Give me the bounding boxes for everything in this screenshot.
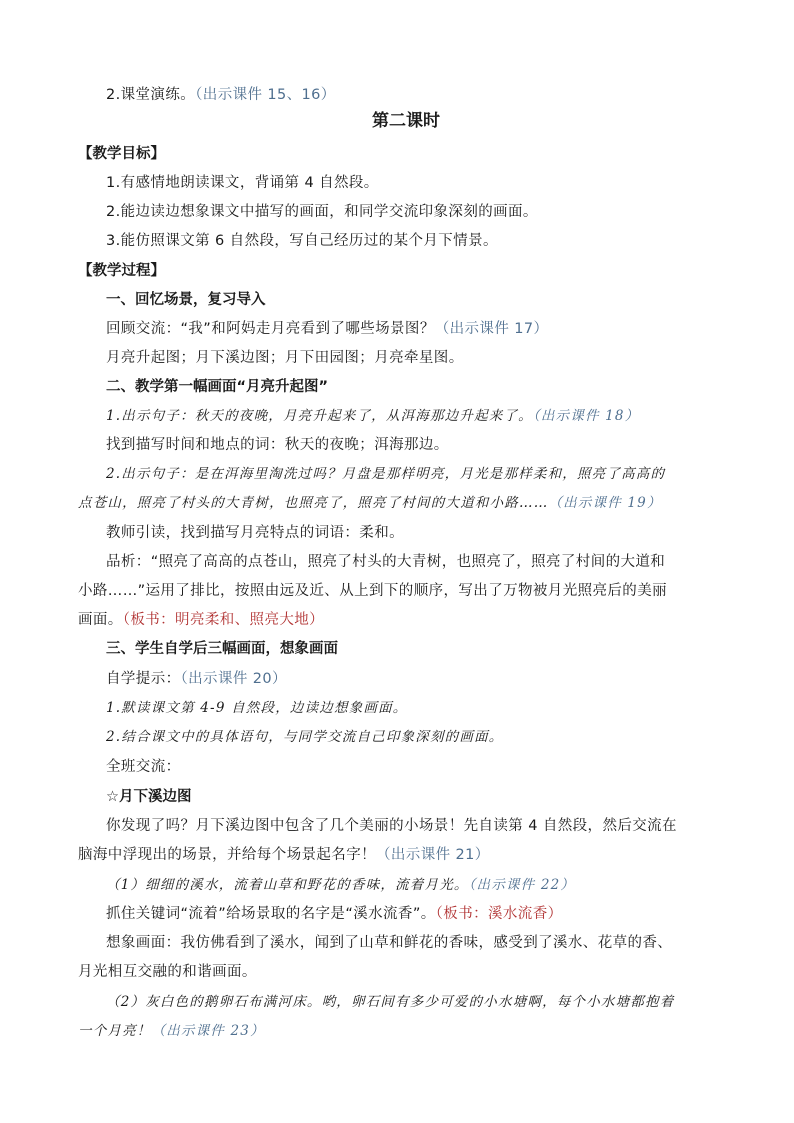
line-text: 抓住关键词“流着”给场景取的名字是“溪水流香”。: [106, 906, 436, 922]
line-text: 2.出示句子：是在洱海里淘洗过吗？月盘是那样明亮，月光是那样柔和，照亮了高高的: [106, 466, 666, 482]
line-text: 找到描写时间和地点的词：秋天的夜晚；洱海那边。: [106, 437, 449, 453]
line-text: 脑海中浮现出的场景，并给每个场景起名字！: [78, 847, 376, 863]
line-l02: [372, 111, 440, 131]
line-l32: [106, 992, 674, 1012]
line-l19: [78, 610, 324, 630]
board-note: （板书：明亮柔和、照亮大地）: [122, 612, 325, 628]
line-l18: [78, 581, 667, 601]
line-text: 你发现了吗？月下溪边图中包含了几个美丽的小场景！先自读第 4 自然段，然后交流在: [106, 818, 677, 834]
line-l29: [106, 904, 563, 924]
line-l04: [106, 173, 379, 193]
line-l33: [78, 1021, 265, 1041]
line-text: 教师引读，找到描写月亮特点的词语：柔和。: [106, 525, 404, 541]
line-text: 月光相互交融的和谐画面。: [78, 964, 257, 980]
courseware-ref: （出示课件 19）: [548, 495, 662, 511]
line-text: 【教学目标】: [78, 146, 165, 162]
board-note: （板书：溪水流香）: [435, 906, 563, 922]
courseware-ref: （出示课件 20）: [180, 671, 287, 687]
line-l01: [106, 85, 336, 105]
line-text: 小路……”运用了排比，按照由远及近、从上到下的顺序，写出了万物被月光照亮后的美丽: [78, 583, 668, 599]
line-l05: [106, 202, 538, 222]
line-text: （1）细细的溪水，流着山草和野花的香味，流着月光。: [106, 877, 469, 893]
line-text: 二、教学第一幅画面“月亮升起图”: [106, 379, 329, 395]
line-text: 第二课时: [372, 111, 440, 131]
line-text: 1.有感情地朗读课文，背诵第 4 自然段。: [106, 175, 379, 191]
line-l21: [106, 669, 287, 689]
line-text: 1.出示句子：秋天的夜晚，月亮升起来了，从洱海那边升起来了。: [106, 408, 533, 424]
line-l16: [106, 523, 404, 543]
line-text: 回顾交流：“我”和阿妈走月亮看到了哪些场景图？: [106, 321, 435, 337]
line-text: 自学提示：: [106, 671, 181, 687]
line-l25: [106, 787, 192, 807]
line-text: 【教学过程】: [78, 263, 165, 279]
line-text: 一、回忆场景，复习导入: [106, 292, 266, 308]
courseware-ref: （出示课件 21）: [376, 847, 490, 863]
line-l09: [106, 319, 548, 339]
line-l14: [106, 464, 665, 484]
line-text: 想象画面：我仿佛看到了溪水，闻到了山草和鲜花的香味，感受到了溪水、花草的香、: [106, 935, 673, 951]
line-text: 3.能仿照课文第 6 自然段，写自己经历过的某个月下情景。: [106, 233, 498, 249]
line-l30: [106, 933, 672, 953]
line-l24: [106, 757, 181, 777]
line-l08: [106, 290, 266, 310]
line-l07: [78, 261, 165, 281]
line-text: ☆月下溪边图: [106, 789, 192, 805]
line-text: 月亮升起图；月下溪边图；月下田园图；月亮牵星图。: [106, 350, 464, 366]
line-l03: [78, 144, 165, 164]
line-l06: [106, 231, 498, 251]
line-l15: [78, 493, 662, 513]
line-l31: [78, 962, 257, 982]
line-l11: [106, 377, 328, 397]
line-text: 画面。: [78, 612, 123, 628]
line-l12: [106, 406, 639, 426]
line-text: 2.能边读边想象课文中描写的画面，和同学交流印象深刻的画面。: [106, 204, 538, 220]
line-l23: [106, 727, 503, 747]
line-text: 三、学生自学后三幅画面，想象画面: [106, 641, 338, 657]
line-l27: [78, 845, 490, 865]
courseware-ref: （出示课件 22）: [468, 877, 576, 893]
line-l10: [106, 348, 464, 368]
courseware-ref: （出示课件 23）: [151, 1023, 265, 1039]
line-l13: [106, 435, 449, 455]
line-text: 一个月亮！: [78, 1023, 152, 1039]
courseware-ref: （出示课件 18）: [532, 408, 640, 424]
courseware-ref: （出示课件 15、16）: [195, 87, 336, 103]
line-text: 品析：“照亮了高高的点苍山，照亮了村头的大青树，也照亮了，照亮了村间的大道和: [106, 554, 666, 570]
line-text: 1.默读课文第 4-9 自然段，边读边想象画面。: [106, 700, 408, 716]
line-l20: [106, 639, 338, 659]
line-l17: [106, 552, 665, 572]
line-text: 2.课堂演练。: [106, 87, 196, 103]
courseware-ref: （出示课件 17）: [434, 321, 549, 337]
line-l22: [106, 698, 408, 718]
line-text: 全班交流：: [106, 759, 181, 775]
line-text: 点苍山，照亮了村头的大青树，也照亮了，照亮了村间的大道和小路……: [78, 495, 549, 511]
line-l26: [106, 816, 677, 836]
line-l28: [106, 875, 575, 895]
line-text: （2）灰白色的鹅卵石布满河床。哟，卵石间有多少可爱的小水塘啊，每个小水塘都抱着: [106, 994, 675, 1010]
line-text: 2.结合课文中的具体语句，与同学交流自己印象深刻的画面。: [106, 729, 504, 745]
